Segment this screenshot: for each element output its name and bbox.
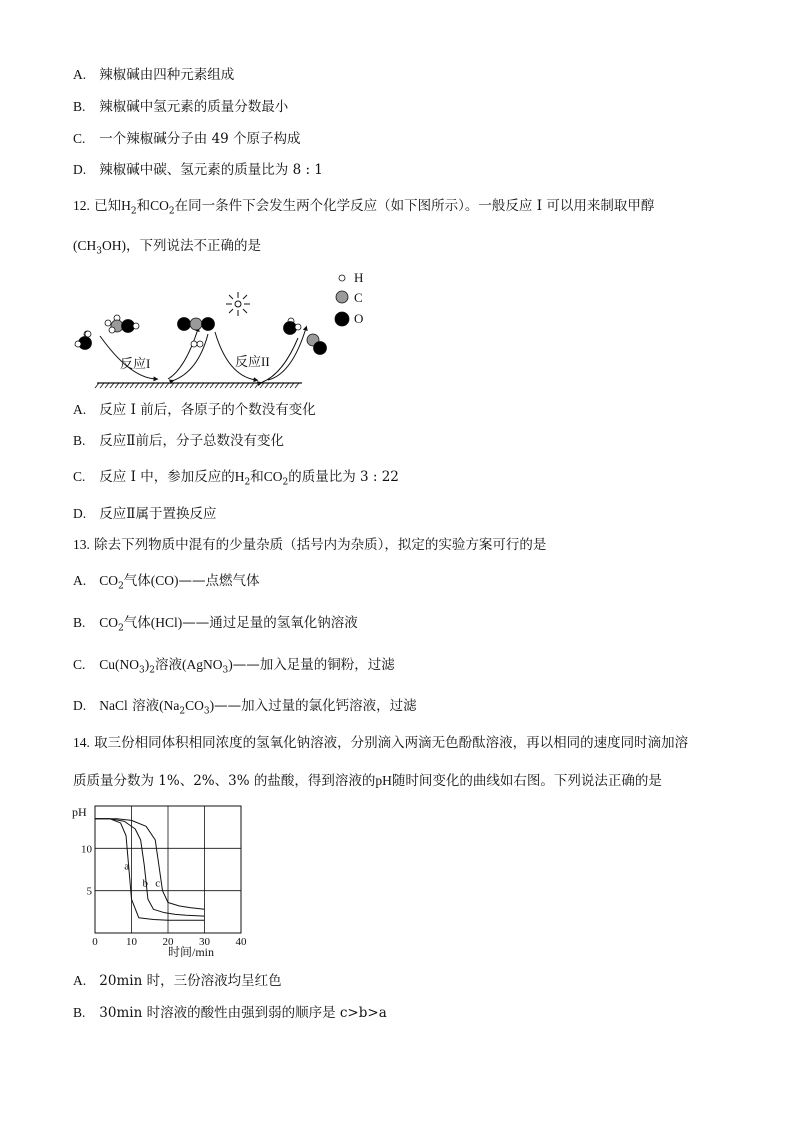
- chart-series: [95, 819, 205, 921]
- ground-hatch-mark: [200, 383, 204, 388]
- ground-hatch-mark: [250, 383, 254, 388]
- ground-hatch-mark: [180, 383, 184, 388]
- ground-hatch-mark: [135, 383, 139, 388]
- q12-option-b: B. 反应Ⅱ前后，分子总数没有变化: [73, 433, 284, 449]
- ground-hatch-mark: [105, 383, 109, 388]
- q11-option-a: A. 辣椒碱由四种元素组成: [73, 67, 235, 83]
- y-tick-label: 5: [86, 885, 92, 898]
- ground-hatch-mark: [210, 383, 214, 388]
- q11-option-b: B. 辣椒碱中氢元素的质量分数最小: [73, 99, 289, 115]
- ground-hatch-mark: [270, 383, 274, 388]
- ground-hatch-mark: [160, 383, 164, 388]
- ground-hatch-mark: [260, 383, 264, 388]
- methanol-molecule: [105, 315, 139, 333]
- reaction2-label: 反应II: [235, 354, 270, 369]
- ground-hatch-mark: [295, 383, 299, 388]
- chart-grid: [81, 806, 247, 948]
- series-line-a: [95, 819, 205, 921]
- q12-option-c: C. 反应 I 中，参加反应的$H_2$和$CO_2$的质量比为 3 : 22: [73, 469, 399, 488]
- svg-text:C: C: [354, 290, 363, 305]
- co-molecule: [307, 334, 327, 355]
- ground-hatch-mark: [285, 383, 289, 388]
- ground-surface: [95, 383, 302, 388]
- ground-hatch-mark: [140, 383, 144, 388]
- x-tick-label: 20: [162, 936, 174, 948]
- reaction1-arrow-mid: [168, 329, 198, 379]
- ground-hatch-mark: [115, 383, 119, 388]
- legend-c: [336, 290, 363, 305]
- ground-hatch-mark: [130, 383, 134, 388]
- ground-hatch-mark: [275, 383, 279, 388]
- q13-option-c: C. $Cu(NO_3)_2$溶液(AgNO$_3$)——加入足量的铜粉，过滤: [73, 657, 395, 676]
- h2-molecule-1: [191, 341, 203, 347]
- sunlight-icon: [226, 292, 250, 316]
- x-tick-label: 30: [199, 936, 210, 948]
- series-label-a: a: [124, 860, 130, 873]
- ground-hatch-mark: [215, 383, 219, 388]
- series-label-c: c: [155, 877, 161, 890]
- co2-molecule-1: [178, 318, 215, 331]
- ground-hatch-mark: [240, 383, 244, 388]
- q14-option-a: A. 20min 时，三份溶液均呈红色: [73, 973, 282, 989]
- ground-hatch-mark: [155, 383, 159, 388]
- ground-hatch-mark: [220, 383, 224, 388]
- reaction1-arrow-right: [172, 334, 208, 381]
- ground-hatch-mark: [145, 383, 149, 388]
- ground-hatch-mark: [255, 383, 259, 388]
- q14-stem-line2: 质质量分数为 1%、2%、3% 的盐酸，得到溶液的pH随时间变化的曲线如右图。下列说法正确的是: [73, 773, 662, 789]
- series-line-b: [95, 819, 205, 916]
- ground-hatch-mark: [290, 383, 294, 388]
- ground-hatch-mark: [165, 383, 169, 388]
- ground-hatch-mark: [225, 383, 229, 388]
- reaction-diagram: [70, 264, 380, 392]
- ground-hatch-mark: [125, 383, 129, 388]
- q12-option-d: D. 反应Ⅱ属于置换反应: [73, 506, 217, 522]
- svg-text:H: H: [354, 270, 364, 285]
- q13-option-a: A. $CO_2$气体(CO)——点燃气体: [73, 573, 260, 592]
- legend-o: [335, 311, 363, 326]
- x-tick-label: 40: [235, 936, 247, 948]
- q11-option-d: D. 辣椒碱中碳、氢元素的质量比为 8 : 1: [73, 162, 323, 178]
- y-axis-label: pH: [72, 805, 87, 819]
- ph-time-chart: [70, 800, 260, 962]
- ground-hatch-mark: [190, 383, 194, 388]
- series-line-c: [95, 819, 205, 910]
- ground-hatch-mark: [205, 383, 209, 388]
- x-tick-label: 0: [92, 936, 98, 948]
- q12-stem-line1: 12. 已知$H_2$和$CO_2$在同一条件下会发生两个化学反应（如下图所示）。一般反应 I 可以用来制取甲醇: [73, 198, 655, 217]
- ground-hatch-mark: [245, 383, 249, 388]
- svg-text:O: O: [354, 311, 364, 326]
- y-tick-label: 10: [81, 843, 92, 856]
- ground-hatch-mark: [170, 383, 174, 388]
- ground-hatch-mark: [150, 383, 154, 388]
- ground-hatch-mark: [185, 383, 189, 388]
- x-tick-label: 10: [126, 936, 137, 948]
- ground-hatch-mark: [195, 383, 199, 388]
- reaction2-arrow-right: [268, 328, 306, 380]
- ground-hatch-mark: [265, 383, 269, 388]
- ground-hatch-mark: [95, 383, 99, 388]
- q13-option-d: D. NaCl 溶液$(Na_2CO_3)——$加入过量的氯化钙溶液，过滤: [73, 698, 417, 717]
- ground-hatch-mark: [110, 383, 114, 388]
- water-molecule-1: [75, 331, 92, 350]
- q13-stem: 13. 除去下列物质中混有的少量杂质（括号内为杂质），拟定的实验方案可行的是: [73, 537, 547, 553]
- x-axis-label: 时间/min: [168, 945, 215, 959]
- q12-stem-line2: $(CH_3OH)$，下列说法不正确的是: [73, 238, 261, 257]
- q12-option-a: A. 反应 I 前后，各原子的个数没有变化: [73, 402, 316, 418]
- series-label-b: b: [142, 877, 148, 890]
- q14-stem-line1: 14. 取三份相同体积相同浓度的氢氧化钠溶液，分别滴入两滴无色酚酞溶液，再以相同的速度同时滴加溶: [73, 735, 689, 751]
- ground-hatch-mark: [280, 383, 284, 388]
- q14-option-b: B. 30min 时溶液的酸性由强到弱的顺序是 c>b>a: [73, 1005, 387, 1021]
- water-molecule-2: [284, 318, 302, 335]
- ground-hatch-mark: [230, 383, 234, 388]
- ground-hatch-mark: [175, 383, 179, 388]
- ground-hatch-mark: [100, 383, 104, 388]
- ground-hatch-mark: [235, 383, 239, 388]
- q13-option-b: B. $CO_2$气体(HCl)——通过足量的氢氧化钠溶液: [73, 615, 358, 634]
- q11-option-c: C. 一个辣椒碱分子由 49 个原子构成: [73, 131, 301, 147]
- reaction1-label: 反应I: [120, 356, 151, 371]
- ground-hatch-mark: [120, 383, 124, 388]
- legend-h: [339, 270, 363, 285]
